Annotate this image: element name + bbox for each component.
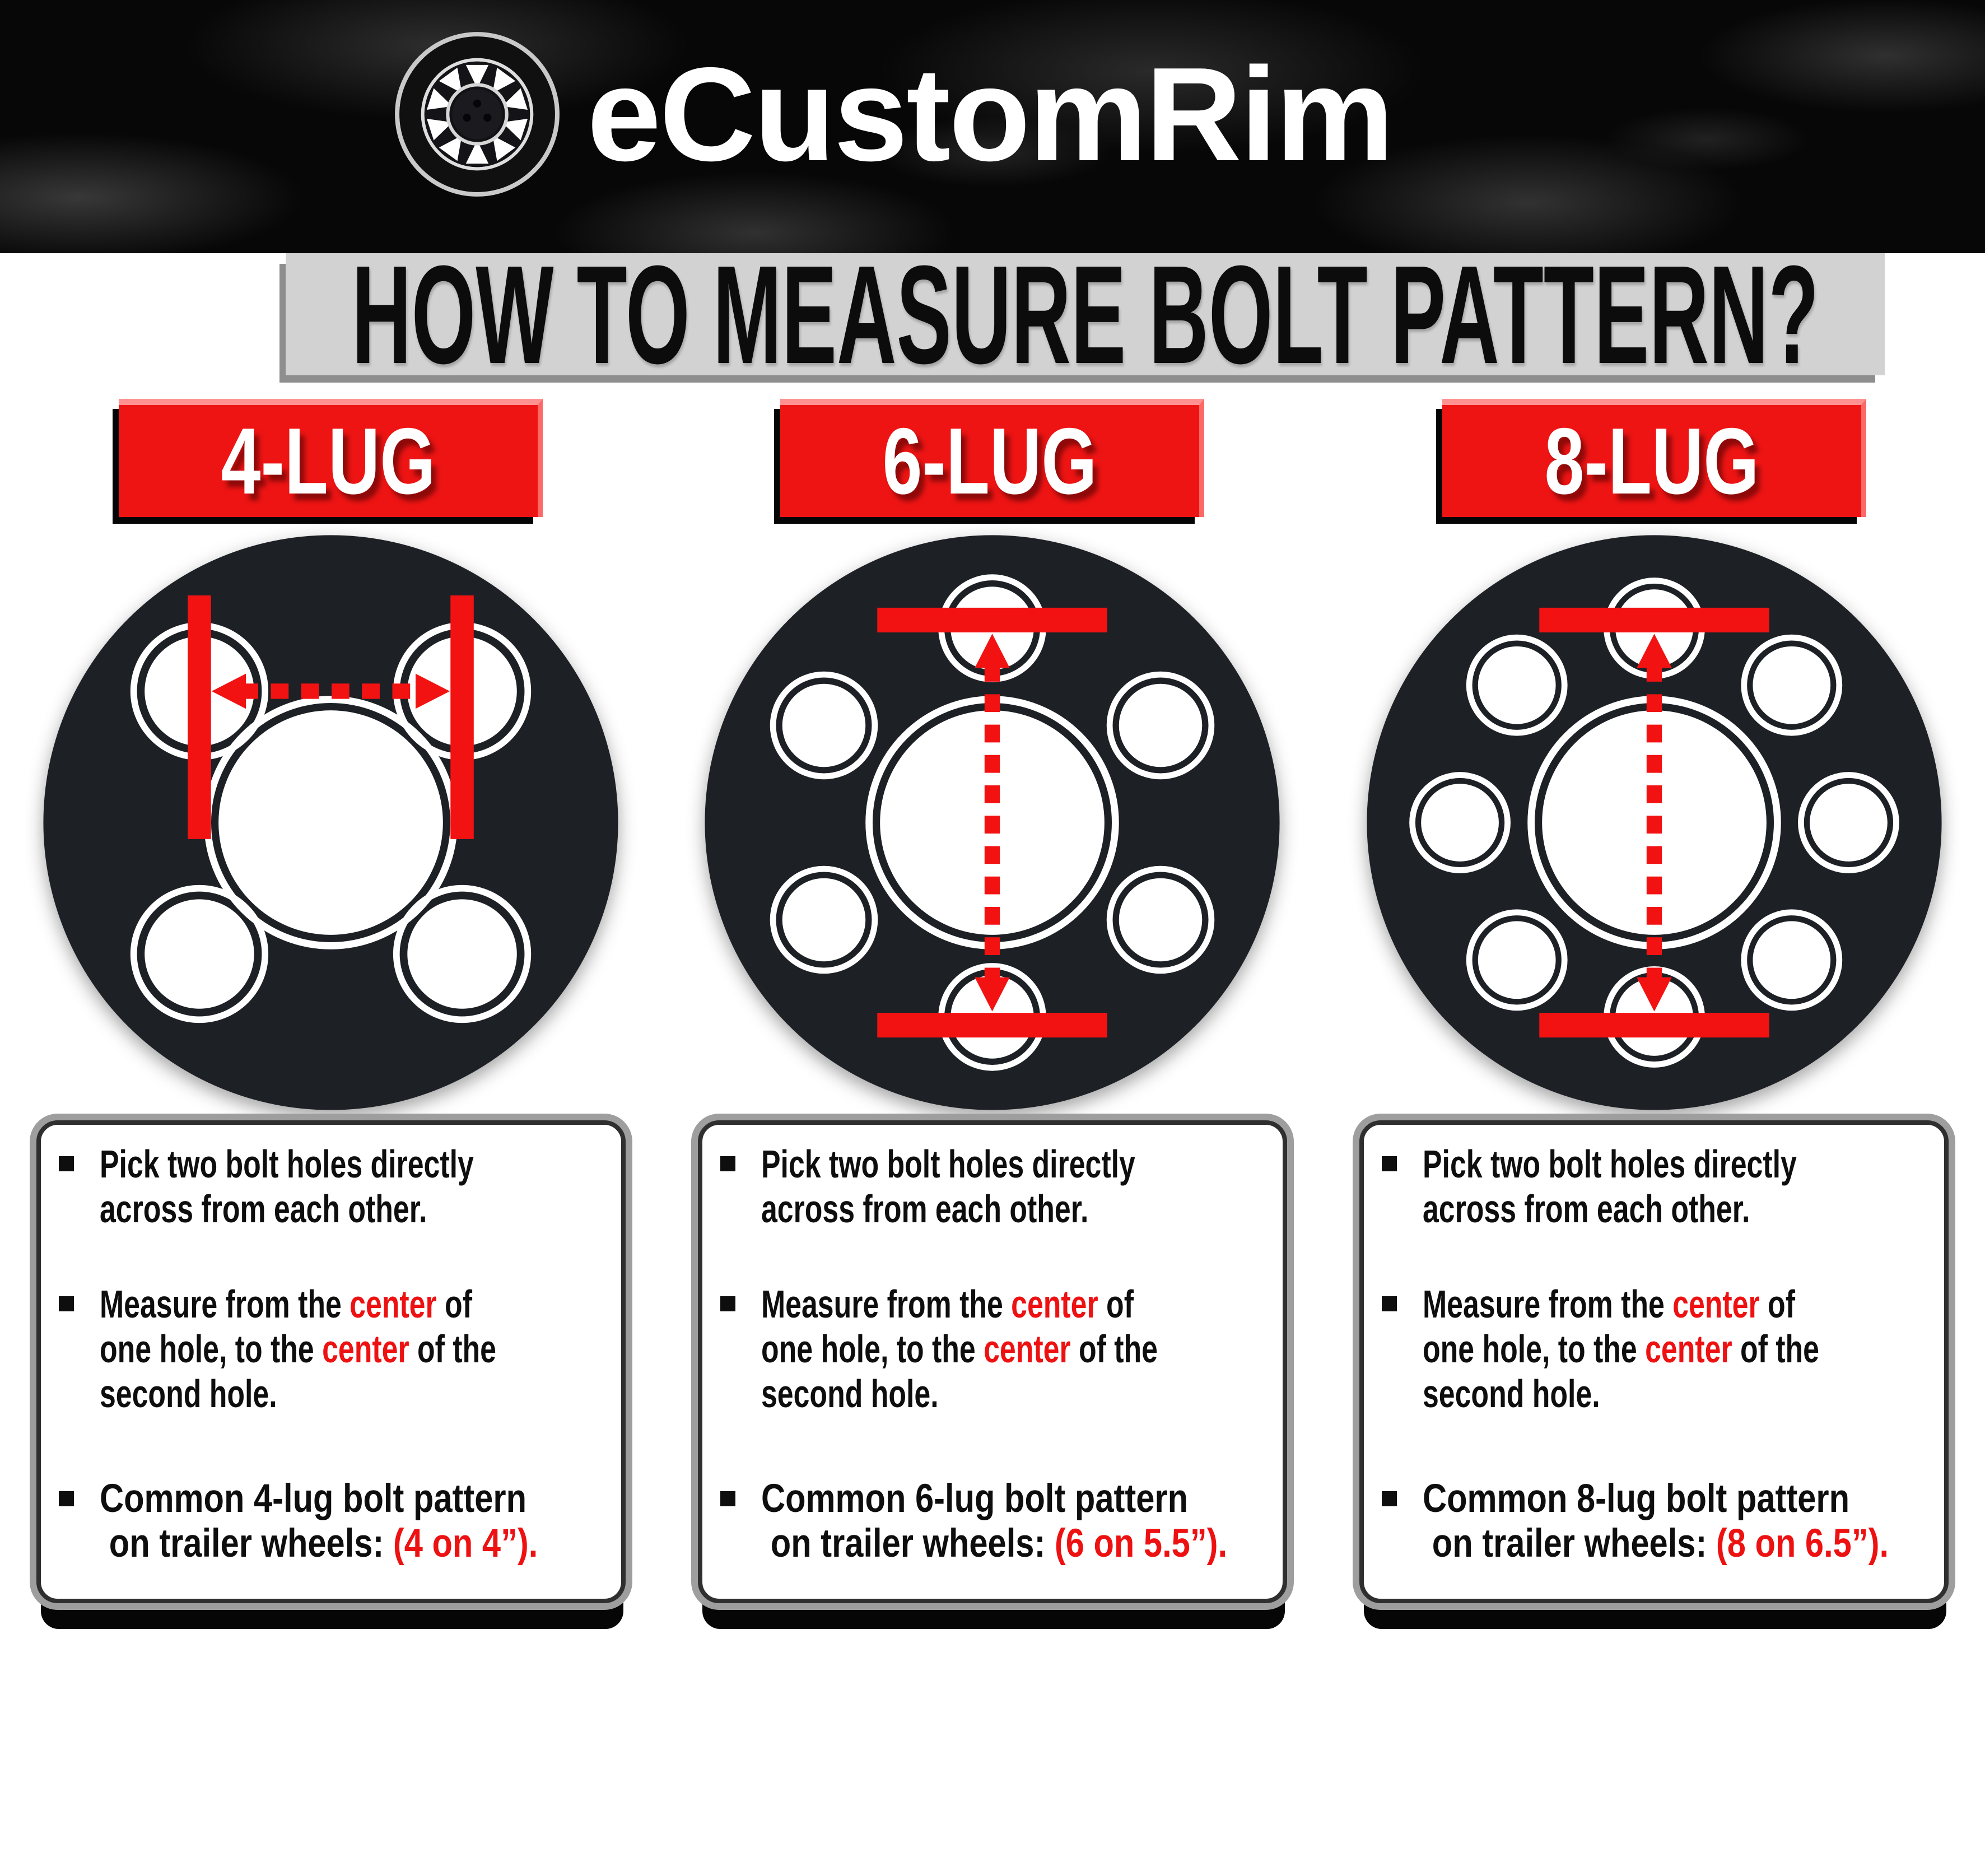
header-banner (0, 0, 1985, 253)
lug-label-8-text: 8-LUG (1544, 408, 1759, 514)
section-6-lug (661, 399, 1323, 1603)
section-4-lug (0, 399, 661, 1603)
text-segment: of the (1732, 1327, 1820, 1371)
bullet-line (1423, 1282, 1819, 1326)
wheel-diagram-6-lug (691, 522, 1293, 1124)
text-segment: of the (1070, 1327, 1158, 1371)
square-bullet-icon (720, 1296, 735, 1311)
text-segment-red: center (349, 1282, 437, 1326)
bullet-common-text (761, 1477, 1227, 1566)
square-bullet-icon (720, 1156, 735, 1171)
text-segment-red: center (1672, 1282, 1760, 1326)
text-segment: Measure from the (99, 1282, 350, 1326)
wheel-diagram-4-lug (30, 522, 632, 1124)
bullet-line (1423, 1326, 1819, 1371)
bullet-measure (715, 1282, 1264, 1416)
bullet-measure (1376, 1282, 1925, 1416)
bullet-measure (53, 1282, 602, 1416)
bullet-measure-text (761, 1282, 1158, 1416)
wheel-rim-icon (392, 29, 562, 199)
bullet-measure-text (1423, 1282, 1819, 1416)
bullet-line: second hole. (99, 1372, 277, 1416)
bullet-line: across from each other. (99, 1187, 427, 1231)
text-segment: Measure from the (761, 1282, 1012, 1326)
text-segment-red: center (1011, 1282, 1098, 1326)
bullet-line: Pick two bolt holes directly (1423, 1142, 1797, 1186)
lug-label-6-text: 6-LUG (882, 408, 1098, 514)
bullet-line (100, 1521, 538, 1566)
section-8-lug (1324, 399, 1985, 1603)
bullet-common (53, 1477, 602, 1566)
bullet-pick-text (761, 1142, 1135, 1231)
text-segment: Measure from the (1423, 1282, 1673, 1326)
page-title: HOW TO MEASURE BOLT PATTERN? (351, 236, 1819, 393)
instruction-box-6-lug (698, 1120, 1287, 1603)
bullet-pick (53, 1142, 602, 1231)
lug-columns (0, 399, 1985, 1603)
brand-name: eCustomRim (587, 40, 1392, 189)
text-segment: of the (409, 1327, 496, 1371)
square-bullet-icon (1382, 1156, 1397, 1171)
8-lug-wheel-icon (1353, 522, 1955, 1124)
bullet-line: Common 4-lug bolt pattern (99, 1477, 526, 1521)
bullet-pick-text (100, 1142, 474, 1231)
wheel-diagram-8-lug (1353, 522, 1955, 1124)
text-segment: on trailer wheels: (1432, 1521, 1717, 1566)
instruction-box-4-lug (36, 1120, 626, 1603)
text-segment: one hole, to the (1423, 1327, 1646, 1371)
square-bullet-icon (720, 1491, 735, 1506)
bullet-line: Common 6-lug bolt pattern (761, 1477, 1189, 1521)
bullet-line (100, 1326, 496, 1371)
brand-logo (392, 29, 1392, 199)
bullet-pick-text (1423, 1142, 1797, 1231)
4-lug-wheel-icon (30, 522, 632, 1124)
bullet-common (1376, 1477, 1925, 1566)
square-bullet-icon (59, 1296, 74, 1311)
bullet-line (1423, 1521, 1889, 1566)
square-bullet-icon (1382, 1296, 1397, 1311)
square-bullet-icon (59, 1491, 74, 1506)
text-segment-red: (6 on 5.5”). (1054, 1521, 1228, 1566)
bullet-line: Pick two bolt holes directly (99, 1142, 474, 1186)
bullet-pick (715, 1142, 1264, 1231)
text-segment: on trailer wheels: (109, 1521, 393, 1566)
text-segment-red: (8 on 6.5”). (1716, 1521, 1889, 1566)
square-bullet-icon (1382, 1491, 1397, 1506)
lug-label-4 (119, 399, 543, 517)
bullet-common-text (100, 1477, 538, 1566)
text-segment-red: (4 on 4”). (393, 1521, 538, 1566)
bullet-line (761, 1282, 1158, 1326)
text-segment: one hole, to the (99, 1327, 322, 1371)
text-segment-red: center (984, 1327, 1071, 1371)
bullet-line (761, 1521, 1227, 1566)
text-segment-red: center (321, 1327, 409, 1371)
bullet-pick (1376, 1142, 1925, 1231)
bullet-measure-text (100, 1282, 496, 1416)
bullet-line: second hole. (761, 1372, 939, 1416)
bullet-line: across from each other. (761, 1187, 1089, 1231)
bullet-common-text (1423, 1477, 1889, 1566)
lug-label-6 (780, 399, 1204, 517)
text-segment: of (1759, 1282, 1796, 1326)
text-segment: of (1098, 1282, 1134, 1326)
text-segment-red: center (1645, 1327, 1732, 1371)
bullet-line (761, 1326, 1158, 1371)
6-lug-wheel-icon (691, 522, 1293, 1124)
title-banner (286, 236, 1885, 393)
bullet-line: across from each other. (1423, 1187, 1750, 1231)
text-segment: of (436, 1282, 472, 1326)
text-segment: one hole, to the (761, 1327, 984, 1371)
text-segment: on trailer wheels: (770, 1521, 1055, 1566)
bullet-common (715, 1477, 1264, 1566)
bullet-line: second hole. (1423, 1372, 1600, 1416)
lug-label-4-text: 4-LUG (221, 408, 436, 514)
bullet-line: Pick two bolt holes directly (761, 1142, 1135, 1186)
lug-label-8 (1442, 399, 1866, 517)
bullet-line: Common 8-lug bolt pattern (1423, 1477, 1850, 1521)
instruction-box-8-lug (1359, 1120, 1949, 1603)
bullet-line (100, 1282, 496, 1326)
square-bullet-icon (59, 1156, 74, 1171)
